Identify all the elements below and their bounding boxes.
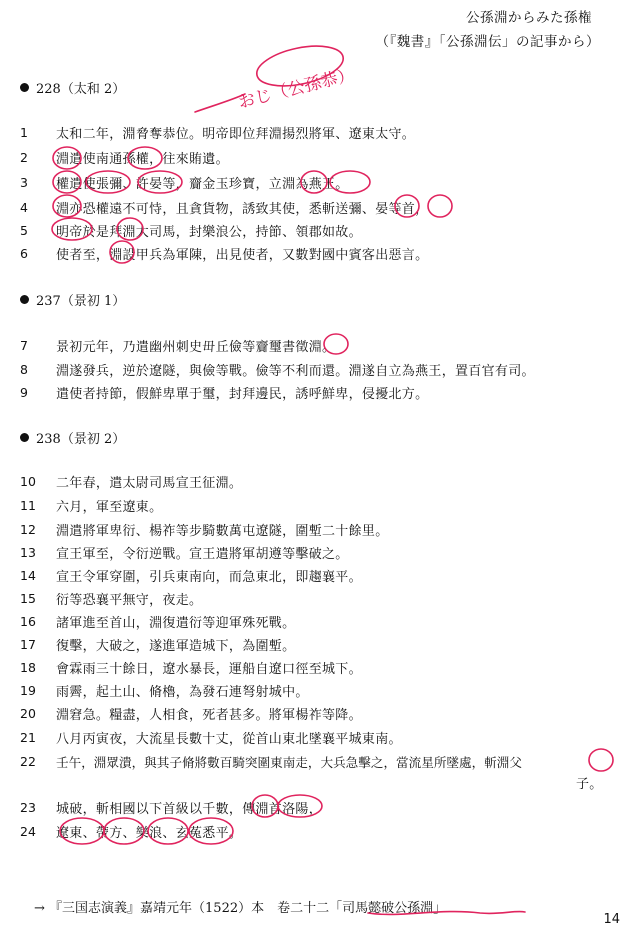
section-heading-238 bbox=[20, 428, 125, 447]
line-number: 17 bbox=[20, 636, 36, 652]
text-line bbox=[20, 242, 620, 264]
text-line bbox=[20, 518, 620, 540]
text-line bbox=[20, 171, 620, 193]
text-line bbox=[20, 679, 620, 701]
line-text: 遼東、帶方、樂浪、玄菟悉平。 bbox=[56, 825, 243, 841]
line-number: 5 bbox=[20, 222, 28, 238]
line-number: 4 bbox=[20, 199, 28, 215]
text-line bbox=[20, 121, 620, 143]
text-line bbox=[20, 656, 620, 678]
line-text: 宣王軍至，令衍逆戰。宣王遣將軍胡遵等擊破之。 bbox=[56, 546, 349, 562]
line-text: 遣使者持節，假鮮卑單于璽，封拜邊民，誘呼鮮卑，侵擾北方。 bbox=[56, 386, 429, 402]
section-heading-237 bbox=[20, 290, 125, 309]
line-number: 22 bbox=[20, 753, 36, 769]
text-line-continuation bbox=[20, 771, 620, 793]
footer-reference: → 『三国志演義』嘉靖元年（1522）本 卷二十二「司馬懿破公孫淵」 bbox=[34, 901, 447, 916]
line-number: 15 bbox=[20, 590, 36, 606]
line-text: 六月，軍至遼東。 bbox=[56, 499, 163, 515]
line-text: 淵亦恐權遠不可恃，且貪貨物，誘致其使，悉斬送彌、晏等首， bbox=[56, 201, 429, 217]
line-number: 7 bbox=[20, 337, 28, 353]
text-line bbox=[20, 146, 620, 168]
annotation-pointer-line bbox=[195, 94, 245, 112]
text-line bbox=[20, 334, 620, 356]
line-number: 19 bbox=[20, 682, 36, 698]
line-number: 9 bbox=[20, 384, 28, 400]
bullet-icon bbox=[20, 295, 29, 304]
page-subtitle: （『魏書』「公孫淵伝」の記事から） bbox=[375, 34, 600, 50]
line-number: 8 bbox=[20, 361, 28, 377]
line-text: 衍等恐襄平無守，夜走。 bbox=[56, 592, 203, 608]
line-text: 復擊，大破之，遂進軍造城下，為圍塹。 bbox=[56, 638, 296, 654]
line-text: 二年春，遣太尉司馬宣王征淵。 bbox=[56, 475, 243, 491]
line-text: 雨霽，起土山、脩櫓，為發石連弩射城中。 bbox=[56, 684, 309, 700]
section-heading-text: 228（太和 2） bbox=[36, 82, 126, 97]
line-number: 21 bbox=[20, 729, 36, 745]
text-line bbox=[20, 494, 620, 516]
text-line bbox=[20, 381, 620, 403]
text-line bbox=[20, 702, 620, 724]
text-line bbox=[20, 633, 620, 655]
text-line bbox=[20, 796, 620, 818]
section-heading-228 bbox=[20, 78, 125, 97]
line-number: 12 bbox=[20, 521, 36, 537]
line-text: 壬午，淵眾潰，與其子脩將數百騎突圍東南走，大兵急擊之，當流星所墜處，斬淵父 bbox=[56, 754, 522, 770]
bullet-icon bbox=[20, 83, 29, 92]
line-text: 淵窘急。糧盡，人相食，死者甚多。將軍楊祚等降。 bbox=[56, 707, 362, 723]
line-number: 13 bbox=[20, 544, 36, 560]
text-line bbox=[20, 587, 620, 609]
section-heading-text: 237（景初 1） bbox=[36, 294, 126, 309]
line-text: 城破，斬相國以下首級以千數，傳淵首洛陽， bbox=[56, 801, 323, 817]
bullet-icon bbox=[20, 433, 29, 442]
line-number: 11 bbox=[20, 497, 36, 513]
line-text: 權遣使張彌、許晏等，齎金玉珍寶，立淵為燕王。 bbox=[56, 176, 349, 192]
line-text: 諸軍進至首山，淵復遣衍等迎軍殊死戰。 bbox=[56, 615, 296, 631]
text-line bbox=[20, 820, 620, 842]
line-text: 子。 bbox=[576, 776, 603, 792]
text-line bbox=[20, 750, 620, 772]
line-text: 明帝於是拜淵大司馬，封樂浪公，持節、領郡如故。 bbox=[56, 224, 362, 240]
line-number: 20 bbox=[20, 705, 36, 721]
text-line bbox=[20, 564, 620, 586]
line-number: 23 bbox=[20, 799, 36, 815]
line-text: 淵遂發兵，逆於遼隧，與儉等戰。儉等不利而還。淵遂自立為燕王，置百官有司。 bbox=[56, 363, 535, 379]
line-text: 宣王令軍穿圍，引兵東南向，而急東北，即趨襄平。 bbox=[56, 569, 362, 585]
line-number: 2 bbox=[20, 149, 28, 165]
line-text: 淵遣使南通孫權，往來賄遺。 bbox=[56, 151, 229, 167]
line-number: 16 bbox=[20, 613, 36, 629]
page-number: 14 bbox=[603, 912, 620, 927]
line-text: 八月丙寅夜，大流星長數十丈，從首山東北墜襄平城東南。 bbox=[56, 731, 402, 747]
line-number: 10 bbox=[20, 473, 36, 489]
line-text: 會霖雨三十餘日，遼水暴長，運船自遼口徑至城下。 bbox=[56, 661, 362, 677]
line-number: 6 bbox=[20, 245, 28, 261]
line-text: 使者至，淵設甲兵為軍陳，出見使者，又數對國中賓客出惡言。 bbox=[56, 247, 429, 263]
text-line bbox=[20, 219, 620, 241]
line-text: 淵遣將軍卑衍、楊祚等步騎數萬屯遼隧，圍塹二十餘里。 bbox=[56, 523, 389, 539]
line-number: 18 bbox=[20, 659, 36, 675]
line-text: 景初元年，乃遣幽州刺史毌丘儉等齎璽書徵淵。 bbox=[56, 339, 336, 355]
text-line bbox=[20, 541, 620, 563]
section-heading-text: 238（景初 2） bbox=[36, 432, 126, 447]
line-number: 3 bbox=[20, 174, 28, 190]
line-number: 24 bbox=[20, 823, 36, 839]
line-number: 14 bbox=[20, 567, 36, 583]
page-title: 公孫淵からみた孫権 bbox=[466, 10, 592, 26]
annotation-circle bbox=[253, 39, 347, 93]
line-text: 太和二年，淵脅奪恭位。明帝即位拜淵揚烈將軍、遼東太守。 bbox=[56, 126, 416, 142]
text-line bbox=[20, 196, 620, 218]
line-number: 1 bbox=[20, 124, 28, 140]
text-line bbox=[20, 470, 620, 492]
text-line bbox=[20, 358, 620, 380]
annotation-handwritten-note: おじ（公孫恭） bbox=[236, 64, 357, 113]
text-line bbox=[20, 610, 620, 632]
text-line bbox=[20, 726, 620, 748]
